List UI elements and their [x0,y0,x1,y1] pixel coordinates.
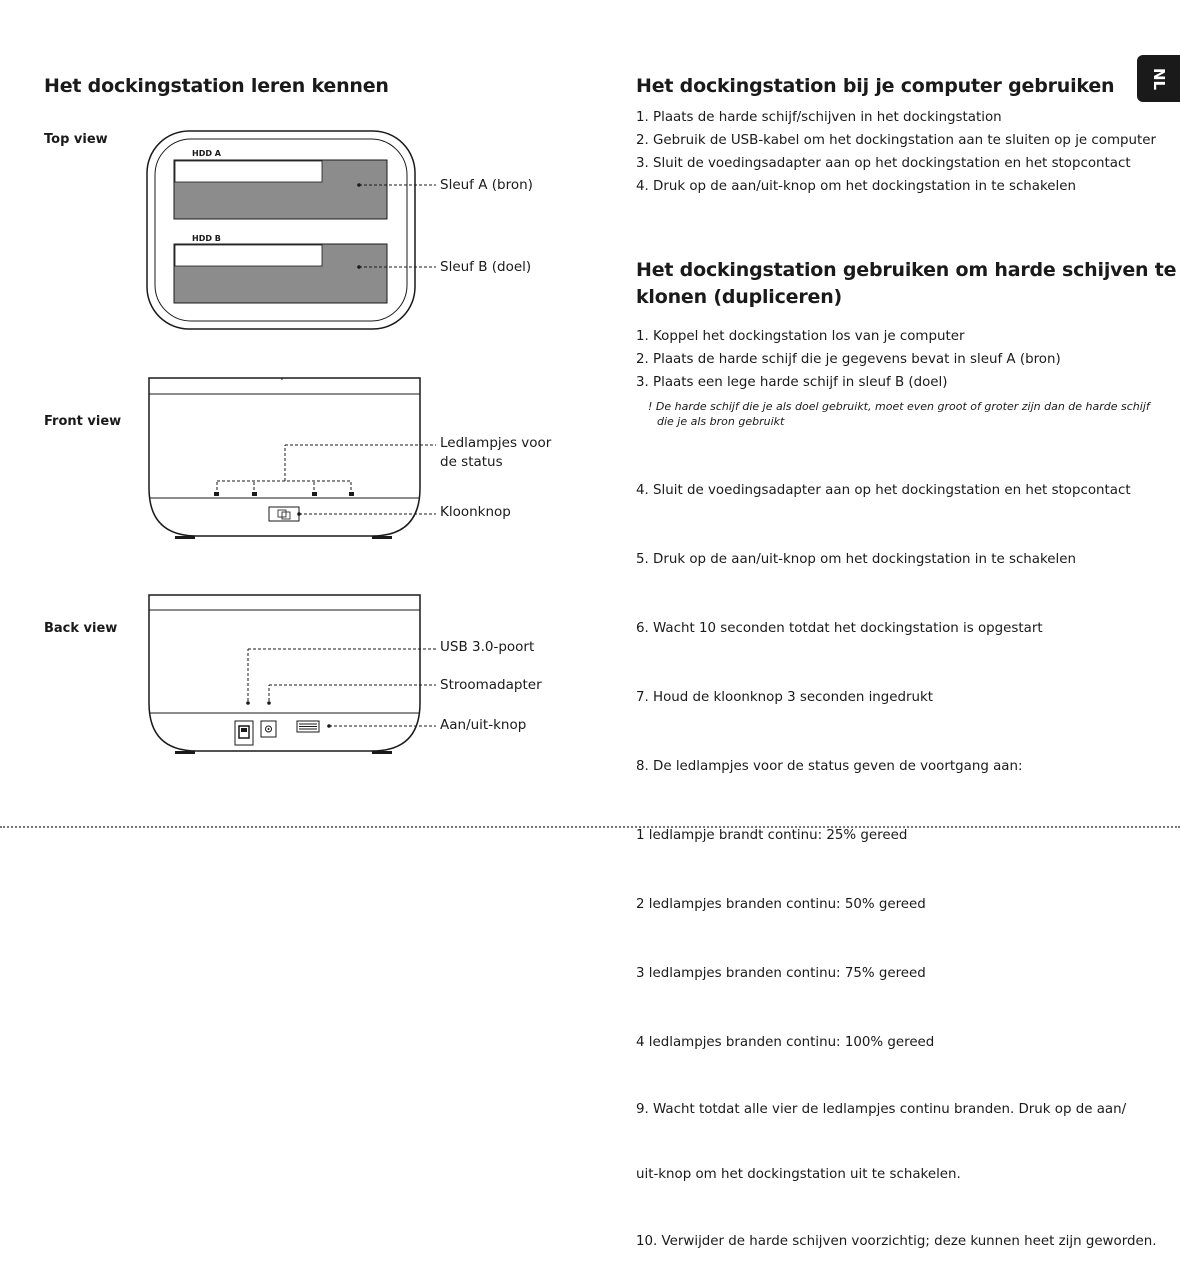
usb-port [235,721,253,745]
section2-title-line1: Het dockingstation gebruiken om harde schijven te [636,259,1177,281]
callout-slot-b: Sleuf B (doel) [440,259,532,275]
list-item: 7. Houd de kloonknop 3 seconden ingedrukt [636,690,934,705]
note-line2: die je als bron gebruikt [657,415,785,428]
callout-usb-port: USB 3.0-poort [440,639,535,655]
list-item: 2. Gebruik de USB-kabel om het dockingstation aan te sluiten op je computer [636,133,1156,148]
list-item: 9. Wacht totdat alle vier de ledlampjes continu branden. Druk op de aan/ [636,1102,1127,1117]
clone-button [269,507,299,521]
section1-steps [636,106,1156,198]
slot-b [174,244,387,303]
list-item: 6. Wacht 10 seconden totdat het dockingstation is opgestart [636,621,1043,636]
slot-a [174,160,387,219]
note-line1: ! De harde schijf die je als doel gebruikt, moet even groot of groter zijn dan de harde schijf [648,400,1150,413]
list-item: 5. Druk op de aan/uit-knop om het dockingstation in te schakelen [636,552,1076,567]
callout-slot-a: Sleuf A (bron) [440,177,533,193]
section2-title [636,257,1176,311]
language-tab-label: NL [1150,68,1168,91]
top-view-diagram [140,125,440,340]
slot-b-label: HDD B [192,234,221,243]
top-view-label: Top view [44,132,108,147]
status-leds [214,492,354,496]
list-item: 10. Verwijder de harde schijven voorzichtig; deze kunnen heet zijn geworden. [636,1234,1157,1249]
list-item: 8. De ledlampjes voor de status geven de voortgang aan: [636,759,1023,774]
list-item: 4. Sluit de voedingsadapter aan op het dockingstation en het stopcontact [636,483,1131,498]
callout-power-adapter: Stroomadapter [440,677,542,693]
left-section-title: Het dockingstation leren kennen [44,75,389,97]
list-item: 2 ledlampjes branden continu: 50% gereed [636,897,926,912]
callout-clone-button: Kloonknop [440,504,511,520]
list-item: 1. Plaats de harde schijf/schijven in het dockingstation [636,110,1002,125]
list-item: 4 ledlampjes branden continu: 100% gereed [636,1035,935,1050]
page-bottom-divider [0,826,1180,828]
list-item: 1 ledlampje brandt continu: 25% gereed [636,828,908,843]
list-item: 1. Koppel het dockingstation los van je computer [636,329,965,344]
section2-steps-a [636,325,1061,394]
list-item: uit-knop om het dockingstation uit te schakelen. [636,1167,961,1182]
section2-title-line2: klonen (dupliceren) [636,286,843,308]
front-view-label: Front view [44,414,122,429]
power-adapter-port [261,721,276,737]
front-view-diagram [140,370,440,545]
language-tab [1137,55,1180,102]
back-view-diagram [140,585,440,760]
list-item: 4. Druk op de aan/uit-knop om het dockingstation in te schakelen [636,179,1076,194]
slot-a-label: HDD A [192,149,221,158]
callout-status-leds: Ledlampjes voor de status [440,435,552,470]
back-view-label: Back view [44,621,118,636]
power-switch [297,721,319,732]
list-item: 3. Sluit de voedingsadapter aan op het dockingstation en het stopcontact [636,156,1131,171]
clone-size-note [648,399,1150,429]
list-item: 2. Plaats de harde schijf die je gegevens bevat in sleuf A (bron) [636,352,1061,367]
list-item: 3 ledlampjes branden continu: 75% gereed [636,966,926,981]
list-item: 3. Plaats een lege harde schijf in sleuf B (doel) [636,375,948,390]
section2-steps-b [636,433,1156,1276]
callout-power-switch: Aan/uit-knop [440,717,527,733]
section1-title: Het dockingstation bij je computer gebruiken [636,75,1115,97]
